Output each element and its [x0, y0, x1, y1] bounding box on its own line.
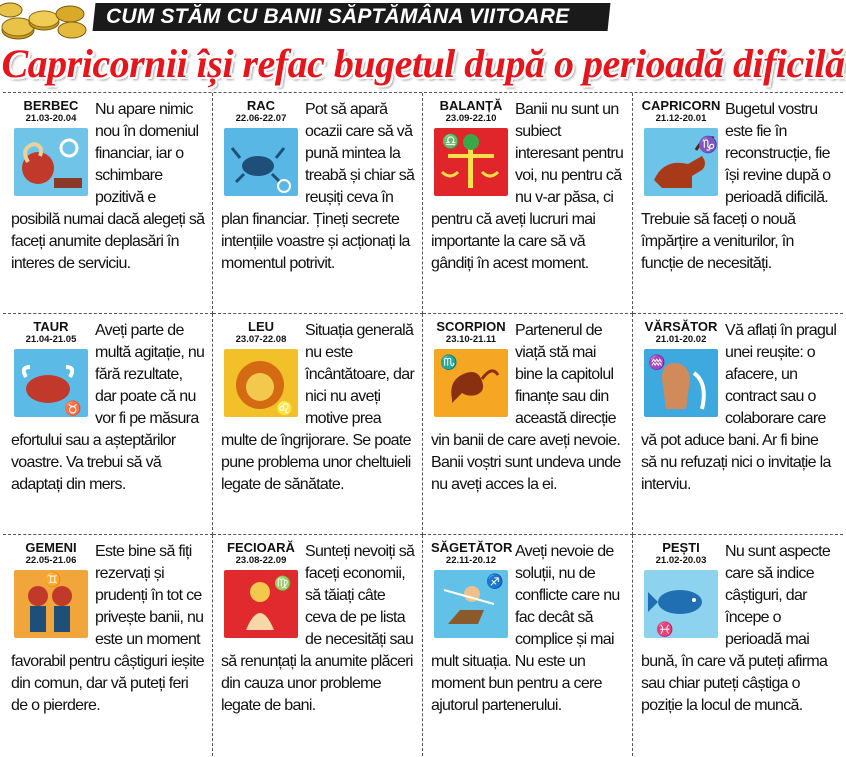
sign-header	[221, 320, 301, 417]
horoscope-cell	[3, 535, 213, 756]
forecast-text: Aveți nevoie de soluții, nu de conflicte care nu fac decât să complice și mai mult situația. Nu este un moment bun pentru a cere ajutorul partenerului.	[431, 543, 620, 714]
sign-header	[641, 99, 721, 196]
sign-dates: 22.05-21.06	[25, 555, 77, 566]
scorpion-icon	[434, 349, 508, 417]
sign-dates: 21.04-21.05	[25, 334, 77, 345]
sign-name: SCORPION	[436, 319, 506, 334]
crab-icon	[224, 128, 298, 196]
svg-text:♐: ♐	[486, 573, 504, 589]
sign-header	[11, 541, 91, 638]
bull-icon	[14, 349, 88, 417]
horoscope-grid	[3, 92, 843, 756]
forecast-text: Nu sunt aspecte care să indice câștiguri, dar începe o perioadă mai bună, în care vă puteți afirma sau chiar puteți câștiga o poziție la locul de muncă.	[641, 543, 831, 714]
sign-header	[431, 541, 511, 638]
maiden-icon	[224, 570, 298, 638]
sign-dates: 22.06-22.07	[235, 113, 287, 124]
sign-dates: 21.12-20.01	[655, 113, 707, 124]
headline: Capricornii își refac bugetul după o perioadă dificilă	[1, 41, 845, 86]
svg-text:♑: ♑	[698, 137, 718, 154]
sign-name: PEȘTI	[662, 540, 700, 555]
ram-icon	[14, 128, 88, 196]
sign-dates: 21.03-20.04	[25, 113, 77, 124]
sign-name: LEU	[248, 319, 274, 334]
fish-icon	[644, 570, 718, 638]
svg-text:♏: ♏	[440, 354, 458, 370]
horoscope-cell	[3, 314, 213, 535]
horoscope-cell	[213, 314, 423, 535]
horoscope-cell	[633, 314, 843, 535]
sign-dates: 23.08-22.09	[235, 555, 287, 566]
sign-name: BALANȚĂ	[439, 98, 503, 113]
svg-text:♍: ♍	[274, 575, 292, 591]
sign-header	[221, 541, 301, 638]
sign-dates: 23.10-21.11	[445, 334, 497, 345]
sign-dates: 21.02-20.03	[655, 555, 707, 566]
horoscope-cell	[633, 535, 843, 756]
svg-text:♊: ♊	[44, 571, 62, 587]
svg-text:♎: ♎	[442, 133, 460, 149]
sign-name: CAPRICORN	[641, 98, 721, 113]
horoscope-cell	[3, 93, 213, 314]
forecast-text: Bugetul vostru este fie în reconstrucție, fie își revine după o perioadă dificilă. Trebuie să faceți o nouă împărțire a veniturilor, în funcție de necesități.	[641, 101, 831, 272]
forecast-text: Pot să apară ocazii care să vă pună mintea la treabă și chiar să reușiți ceva în plan financiar. Țineți secrete intențiile voastre și acționați la momentul potrivit.	[221, 101, 415, 272]
forecast-text: Este bine să fiți rezervați și prudenți în tot ce privește banii, nu este un moment favorabil pentru câștiguri ieșite din comun, dar vă puteți feri de o pierdere.	[11, 543, 205, 714]
header-bar	[0, 0, 846, 36]
horoscope-cell	[423, 314, 633, 535]
sign-header	[431, 99, 511, 196]
horoscope-cell	[423, 93, 633, 314]
archer-icon	[434, 570, 508, 638]
sign-header	[641, 320, 721, 417]
water-bearer-icon	[644, 349, 718, 417]
sign-name: TAUR	[33, 319, 69, 334]
scales-icon	[434, 128, 508, 196]
sign-header	[431, 320, 511, 417]
forecast-text: Sunteți nevoiți să faceți economii, să tăiați câte ceva de pe lista de necesități sau să renunțați la anumite plăceri din cauza unor probleme legate de bani.	[221, 543, 415, 714]
sign-dates: 23.09-22.10	[445, 113, 497, 124]
svg-text:♓: ♓	[656, 621, 674, 637]
coins-icon	[0, 0, 100, 42]
goat-icon	[644, 128, 718, 196]
horoscope-cell	[423, 535, 633, 756]
sign-name: FECIOARĂ	[227, 540, 295, 555]
sign-name: VĂRSĂTOR	[644, 319, 718, 334]
horoscope-cell	[213, 93, 423, 314]
sign-header	[11, 99, 91, 196]
sign-name: SĂGETĂTOR	[431, 540, 513, 555]
horoscope-cell	[633, 93, 843, 314]
forecast-text: Banii nu sunt un subiect interesant pentru voi, nu pentru că nu v-ar păsa, ci pentru că aveți lucruri mai importante la care să vă gândiți în acest moment.	[431, 101, 624, 272]
forecast-text: Aveți parte de multă agitație, nu fără rezultate, dar poate că nu vor fi pe măsura efortului sau a așteptărilor voastre. Va trebui să vă adaptați din mers.	[11, 322, 205, 493]
sign-dates: 23.07-22.08	[235, 334, 287, 345]
horoscope-cell	[213, 535, 423, 756]
twins-icon	[14, 570, 88, 638]
sign-header	[221, 99, 301, 196]
forecast-text: Nu apare nimic nou în domeniul financiar, iar o schimbare pozitivă e posibilă numai dacă alegeți să faceți anumite deplasări în interes de serviciu.	[11, 101, 205, 272]
sign-header	[641, 541, 721, 638]
svg-text:♉: ♉	[64, 400, 82, 416]
forecast-text: Situația generală nu este încântătoare, dar nici nu aveți motive prea multe de îngrijorare. Se poate pune problema unor cheltuieli legate de sănătate.	[221, 322, 415, 493]
svg-text:♒: ♒	[648, 354, 666, 370]
sign-dates: 22.11-20.12	[445, 555, 497, 566]
forecast-text: Partenerul de viață stă mai bine la capitolul finanțe sau din această direcție vin banii de care aveți nevoie. Banii voștri sunt undeva unde nu aveți acces la ei.	[431, 322, 621, 493]
svg-text:♌: ♌	[276, 400, 294, 416]
forecast-text: Vă aflați în pragul unei reușite: o afacere, un contract sau o colaborare care vă pot aduce bani. Ar fi bine să nu refuzați nici o invitație la interviu.	[641, 322, 837, 493]
sign-name: GEMENI	[25, 540, 77, 555]
lion-icon	[224, 349, 298, 417]
sign-header	[11, 320, 91, 417]
sign-dates: 21.01-20.02	[655, 334, 707, 345]
sign-name: RAC	[246, 98, 276, 113]
sign-name: BERBEC	[23, 98, 79, 113]
section-kicker: CUM STĂM CU BANII SĂPTĂMÂNA VIITOARE	[93, 3, 611, 31]
